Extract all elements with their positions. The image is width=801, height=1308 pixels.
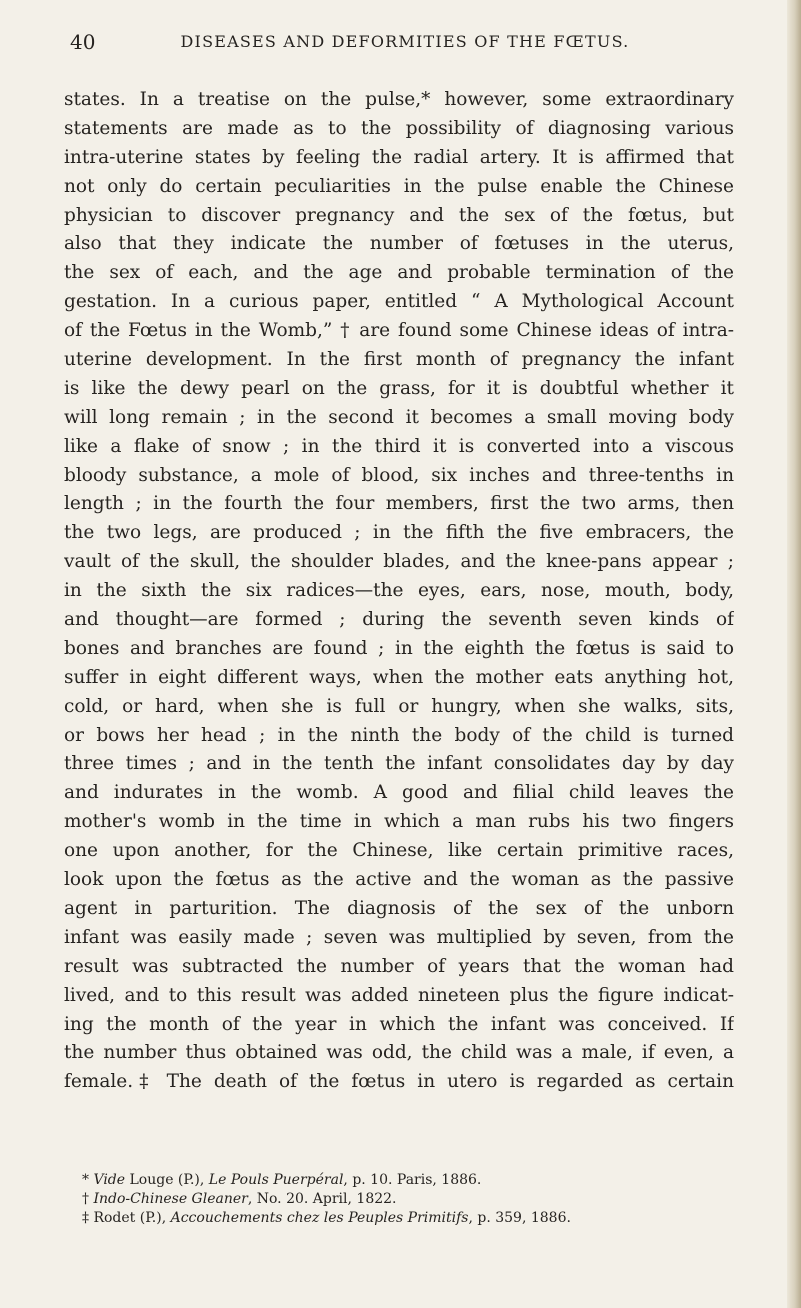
text-line: result was subtracted the number of years that the woman had bbox=[64, 955, 734, 977]
text-line: like a flake of snow ; in the third it is converted into a viscous bbox=[64, 435, 734, 457]
footnote-title: Accouchements chez les Peuples Primitifs bbox=[170, 1210, 469, 1226]
text-line: length ; in the fourth the four members, first the two arms, then bbox=[64, 493, 734, 515]
page-edge-shadow bbox=[787, 0, 801, 1308]
footnote-details: , p. 359, 1886. bbox=[468, 1210, 571, 1226]
page-header bbox=[70, 30, 740, 56]
text-line: statements are made as to the possibility of diagnosing various bbox=[64, 117, 734, 139]
text-line: not only do certain peculiarities in the pulse enable the Chinese bbox=[64, 175, 734, 197]
text-line: is like the dewy pearl on the grass, for it is doubtful whether it bbox=[64, 377, 734, 399]
text-line: of the Fœtus in the Womb,” † are found some Chinese ideas of intra- bbox=[64, 320, 734, 342]
text-line: suffer in eight different ways, when the mother eats anything hot, bbox=[64, 666, 734, 688]
body-text bbox=[64, 86, 734, 1097]
footnote-author: Louge (P.), bbox=[125, 1172, 209, 1188]
text-line: one upon another, for the Chinese, like certain primitive races, bbox=[64, 840, 734, 862]
text-line: states. In a treatise on the pulse,* however, some extraordinary bbox=[64, 89, 734, 110]
text-line: also that they indicate the number of fœtuses in the uterus, bbox=[64, 233, 734, 255]
footnote-vide: Vide bbox=[93, 1172, 126, 1188]
text-line: three times ; and in the tenth the infant consolidates day by day bbox=[64, 753, 734, 775]
footnote-author: Rodet (P.), bbox=[93, 1210, 171, 1226]
text-line: bones and branches are found ; in the eighth the fœtus is said to bbox=[64, 637, 734, 659]
text-line: ing the month of the year in which the infant was conceived. If bbox=[64, 1013, 734, 1035]
footnote-details: , p. 10. Paris, 1886. bbox=[343, 1172, 482, 1188]
footnote-mark: † bbox=[82, 1191, 94, 1207]
text-line: agent in parturition. The diagnosis of the sex of the unborn bbox=[64, 897, 734, 919]
footnote bbox=[82, 1190, 732, 1209]
text-line: and indurates in the womb. A good and filial child leaves the bbox=[64, 782, 734, 804]
text-line: will long remain ; in the second it becomes a small moving body bbox=[64, 406, 734, 428]
text-line: in the sixth the six radices—the eyes, ears, nose, mouth, body, bbox=[64, 580, 734, 602]
footnote-mark: ‡ bbox=[82, 1210, 94, 1226]
text-line: and thought—are formed ; during the seventh seven kinds of bbox=[64, 609, 734, 631]
text-line: vault of the skull, the shoulder blades, and the knee-pans appear ; bbox=[64, 551, 734, 573]
footnote-mark: * bbox=[82, 1172, 94, 1188]
text-line: uterine development. In the first month of pregnancy the infant bbox=[64, 349, 734, 371]
footnote-title: Le Pouls Puerpéral bbox=[208, 1172, 344, 1188]
footnote bbox=[82, 1171, 732, 1190]
text-line: look upon the fœtus as the active and the woman as the passive bbox=[64, 869, 734, 891]
footnotes bbox=[82, 1171, 732, 1228]
running-title: DISEASES AND DEFORMITIES OF THE FŒTUS. bbox=[180, 32, 630, 51]
text-line: the number thus obtained was odd, the child was a male, if even, a bbox=[64, 1042, 734, 1064]
text-line: the two legs, are produced ; in the fifth the five embracers, the bbox=[64, 522, 734, 544]
text-line: mother's womb in the time in which a man rubs his two fingers bbox=[64, 811, 734, 833]
text-line: cold, or hard, when she is full or hungry, when she walks, sits, bbox=[64, 695, 734, 717]
text-line: the sex of each, and the age and probable termination of the bbox=[64, 262, 734, 284]
footnote bbox=[82, 1209, 732, 1228]
text-line: intra-uterine states by feeling the radial artery. It is affirmed that bbox=[64, 146, 734, 168]
footnote-details: , No. 20. April, 1822. bbox=[247, 1191, 397, 1207]
text-line: gestation. In a curious paper, entitled “ A Mythological Account bbox=[64, 291, 734, 313]
text-line: lived, and to this result was added nineteen plus the figure indicat- bbox=[64, 984, 734, 1006]
text-line: infant was easily made ; seven was multiplied by seven, from the bbox=[64, 926, 734, 948]
text-line: physician to discover pregnancy and the sex of the fœtus, but bbox=[64, 204, 734, 226]
footnote-title: Indo-Chinese Gleaner bbox=[93, 1191, 248, 1207]
page-number: 40 bbox=[70, 30, 96, 54]
text-line: female.‡ The death of the fœtus in utero is regarded as certain bbox=[64, 1071, 734, 1093]
text-line: bloody substance, a mole of blood, six inches and three-tenths in bbox=[64, 464, 734, 486]
text-line: or bows her head ; in the ninth the body of the child is turned bbox=[64, 724, 734, 746]
